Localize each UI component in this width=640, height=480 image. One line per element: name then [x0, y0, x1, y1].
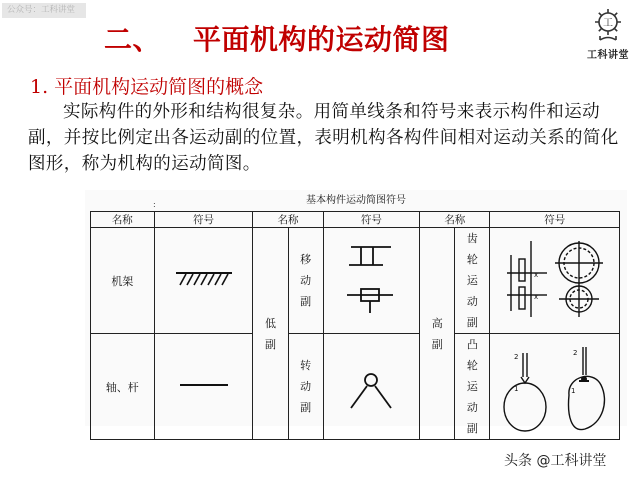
cam-pair-symbol	[490, 334, 620, 440]
title-number: 二、	[104, 23, 162, 56]
gear-mark-x: x	[533, 293, 538, 301]
header-cell: 名称	[420, 212, 490, 228]
header-cell: 符号	[323, 212, 420, 228]
row-name-frame: 机架	[91, 228, 155, 334]
header-cell: 符号	[154, 212, 253, 228]
cam-mark-2: 2	[572, 349, 578, 357]
gear-book-icon	[588, 4, 628, 44]
cam-pair-name-cell	[455, 334, 490, 440]
high-pair-label: 高副	[431, 316, 443, 351]
table-row	[91, 334, 620, 440]
page-title	[104, 18, 450, 58]
symbol-table	[90, 211, 620, 440]
gear-pair-name-cell	[455, 228, 490, 334]
gear-pair-symbol	[490, 228, 620, 334]
low-pair-label: 低副	[264, 316, 276, 351]
gear-mark-x: x	[533, 271, 538, 279]
high-pair-group	[420, 228, 455, 440]
header-cell: 名称	[253, 212, 323, 228]
low-pair-group	[253, 228, 288, 440]
cam-mark-1: 1	[513, 385, 519, 393]
revolute-pair-name: 转动副	[300, 359, 312, 414]
prismatic-pair-name-cell	[288, 228, 323, 334]
header-cell: 符号	[490, 212, 620, 228]
frame-hatch-symbol	[154, 228, 253, 334]
definition-paragraph: 实际构件的外形和结构很复杂。用简单线条和符号来表示构件和运动副，并按比例定出各运动副的位置，表明机构各构件间相对运动关系的简化图形，称为机构的运动简图。	[28, 102, 619, 174]
gear-pair-name: 齿轮运动副	[466, 232, 478, 329]
prismatic-pair-name: 移动副	[300, 253, 312, 308]
footer-credit: 头条 @工科讲堂	[504, 453, 607, 469]
header-cell: 名称	[91, 212, 155, 228]
table-header-row	[91, 212, 620, 228]
cam-mark-2: 2	[513, 353, 519, 361]
section-subtitle: 1. 平面机构运动简图的概念	[30, 76, 264, 98]
table-row	[91, 228, 620, 334]
watermark: 公众号：工科讲堂	[2, 3, 86, 18]
title-text: 平面机构的运动简图	[193, 23, 450, 56]
shaft-line-symbol	[154, 334, 253, 440]
row-name-shaft: 轴、杆	[91, 334, 155, 440]
figure-dot: :	[153, 200, 156, 209]
revolute-pair-symbol	[323, 334, 420, 440]
prismatic-pair-symbol	[323, 228, 420, 334]
figure-title: 基本构件运动简图符号	[306, 195, 406, 206]
cam-pair-name: 凸轮运动副	[466, 338, 478, 435]
logo-text: 工科讲堂	[587, 50, 629, 61]
revolute-pair-name-cell	[288, 334, 323, 440]
cam-mark-1: 1	[570, 387, 576, 395]
logo	[580, 0, 636, 64]
svg-text:工: 工	[603, 18, 613, 29]
symbol-figure	[85, 190, 627, 435]
